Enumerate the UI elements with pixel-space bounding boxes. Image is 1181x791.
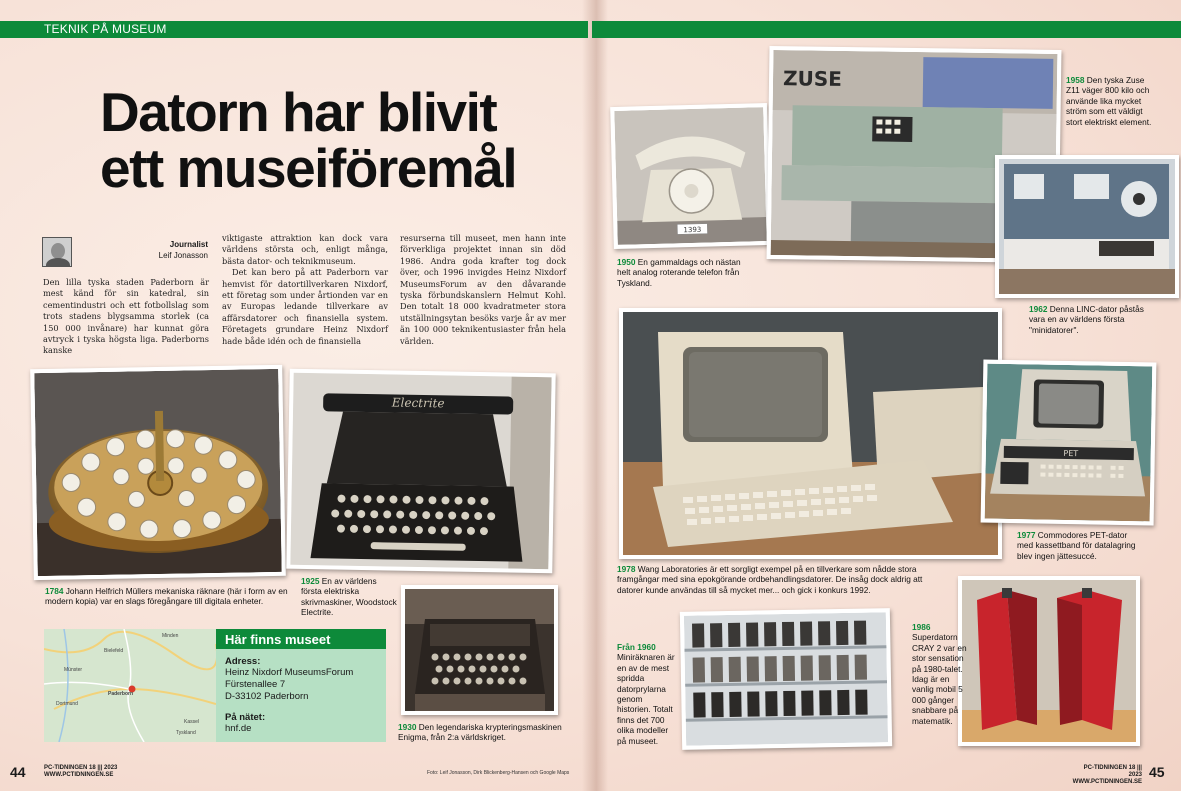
photo-cray-2 — [958, 576, 1140, 746]
caption-text: Den tyska Zuse Z11 väger 800 kilo och använde lika mycket ström som ett väldigt stort elektriskt element. — [1066, 75, 1152, 127]
address-line: Fürstenallee 7 — [225, 679, 286, 690]
photo-mechanical-calculator — [30, 365, 286, 580]
caption-year: 1986 — [912, 622, 931, 632]
caption-cray — [912, 622, 968, 726]
body-paragraph: viktigaste attraktion kan dock vara världens största och, enligt många, bästa dator- och teknikmuseum. — [222, 233, 388, 266]
address-label: Adress: — [225, 656, 261, 667]
caption-year: 1962 — [1029, 304, 1048, 314]
page-gutter — [582, 0, 608, 791]
journalist-avatar — [42, 237, 72, 267]
photo-wang-terminal — [619, 308, 1002, 559]
caption-linc — [1029, 304, 1144, 335]
caption-wang — [617, 564, 932, 595]
caption-year: 1925 — [301, 576, 320, 586]
body-column-1 — [43, 277, 209, 357]
address-line: D-33102 Paderborn — [225, 691, 309, 702]
caption-text: En av världens första elektriska skrivmaskiner, Woodstock Electrite. — [301, 576, 397, 618]
phone-tag: 1393 — [683, 225, 702, 235]
caption-text: Johann Helfrich Müllers mekaniska räknare (här i form av en modern kopia) var en slags föregångare till digitala enheter. — [45, 586, 288, 607]
page-number-left: 44 — [10, 764, 26, 780]
magazine-site: WWW.PCTIDNINGEN.SE — [44, 772, 114, 778]
zuse-sign: ZUSE — [782, 66, 843, 91]
web-address: hnf.de — [225, 723, 252, 734]
caption-text: Den legendariska krypteringsmaskinen Enigma, från 2:a världskriget. — [398, 722, 562, 743]
headline-line-1: Datorn har blivit — [100, 81, 497, 143]
caption-year: Från 1960 — [617, 642, 656, 652]
caption-typewriter — [301, 576, 397, 618]
location-map — [44, 629, 216, 742]
map-label: Minden — [162, 633, 179, 639]
magazine-issue: PC-TIDNINGEN 18 ||| 2023 — [44, 765, 118, 771]
footer-magazine-left — [44, 765, 117, 779]
magazine-issue: PC-TIDNINGEN 18 ||| 2023 — [1083, 765, 1142, 778]
caption-year: 1950 — [617, 257, 636, 267]
caption-pet — [1017, 530, 1137, 561]
caption-year: 1978 — [617, 564, 636, 574]
magazine-site: WWW.PCTIDNINGEN.SE — [1072, 779, 1142, 785]
photo-enigma — [401, 585, 558, 715]
web-label: På nätet: — [225, 712, 266, 723]
pet-brand-label: PET — [1063, 448, 1079, 459]
byline-role: Journalist — [169, 240, 208, 249]
typewriter-brand-label: Electrite — [391, 395, 445, 411]
photo-typewriter — [286, 369, 555, 574]
map-label: Paderborn — [108, 691, 134, 697]
caption-pocket-calculators — [617, 642, 677, 746]
caption-text: Commodores PET-dator med kassettband för datalagring blev ingen jättesuccé. — [1017, 530, 1136, 561]
photo-pocket-calculators — [680, 608, 892, 750]
body-paragraph: Det kan bero på att Paderborn var hemvist för datortillverkaren Nixdorf, ett företag som under årtionden var en av Europas ledande tillverkare av affärsdatorer och finansiella system. Företagets grundare Heinz Nixdorf hade både idén och de finansiella — [222, 267, 388, 346]
caption-year: 1958 — [1066, 75, 1085, 85]
caption-year: 1977 — [1017, 530, 1036, 540]
caption-year: 1784 — [45, 586, 64, 596]
info-title: Här finns museet — [225, 632, 331, 647]
caption-text: Superdatorn CRAY 2 var en stor sensation på 1980-talet. Idag är en vanlig mobil 5 000 gånger snabbare på matematik. — [912, 632, 967, 726]
body-column-3 — [400, 233, 566, 347]
map-label: Tyskland — [176, 730, 196, 736]
page-number-right: 45 — [1149, 764, 1165, 780]
museum-info-box — [44, 629, 386, 742]
caption-enigma — [398, 722, 564, 743]
map-label: Bielefeld — [104, 648, 124, 654]
headline-line-2: ett museiföremål — [100, 137, 517, 199]
byline-name: Leif Jonasson — [158, 251, 208, 260]
body-paragraph: resurserna till museet, men hann inte förverkliga projektet innan sin död 1986. Andra goda krafter tog dock över, och 1996 invigdes Heinz Nixdorf MuseumsForum av den dåvarande tyska förbundskanslern Helmut Kohl. Den totalt 18 000 kvadratmeter stora utställningsytan besöks varje år av mer än 100 000 teknikentusiaster från hela världen. — [400, 233, 566, 346]
map-label: Münster — [64, 667, 83, 673]
address-line: Heinz Nixdorf MuseumsForum — [225, 667, 354, 678]
caption-zuse — [1066, 75, 1156, 127]
photo-rotary-phone — [610, 103, 771, 249]
body-paragraph: Den lilla tyska staden Paderborn är mest känd för sin katedral, sin cementindustri och ett fotbollslag som trots stadens blygsamma storlek (ca 150 000 invånare) har kunnat göra avtryck i tyska högsta liga. Paderborns kanske — [43, 277, 209, 356]
caption-text: Miniräknaren är en av de mest spridda datorprylarna genom historien. Totalt finns det 700 olika modeller på museet. — [617, 652, 675, 746]
headline — [100, 81, 540, 199]
caption-phone — [617, 257, 742, 288]
caption-text: Wang Laboratories är ett sorgligt exempel på en tillverkare som nådde stora framgångar med sina epokgörande ordbehandlingsdatorer. De insåg dock aldrig att datorer kunde användas till så mycket mer... och gick i konkurs 1992. — [617, 564, 923, 595]
footer-magazine-right — [1072, 765, 1142, 786]
body-column-2 — [222, 233, 388, 347]
caption-calculator — [45, 586, 293, 607]
caption-year: 1930 — [398, 722, 417, 732]
photo-credit: Foto: Leif Jonasson, Dirk Blickenberg-Hansen och Google Maps — [427, 770, 570, 776]
photo-linc — [995, 155, 1179, 298]
map-label: Dortmund — [56, 701, 78, 707]
photo-commodore-pet — [981, 360, 1157, 526]
map-label: Kassel — [184, 719, 200, 725]
caption-text: Denna LINC-dator påstås vara en av världens första "minidatorer". — [1029, 304, 1144, 335]
section-bar-right — [592, 21, 1181, 38]
caption-text: En gammaldags och nästan helt analog roterande telefon från Tyskland. — [617, 257, 741, 288]
section-label: TEKNIK PÅ MUSEUM — [44, 22, 167, 36]
